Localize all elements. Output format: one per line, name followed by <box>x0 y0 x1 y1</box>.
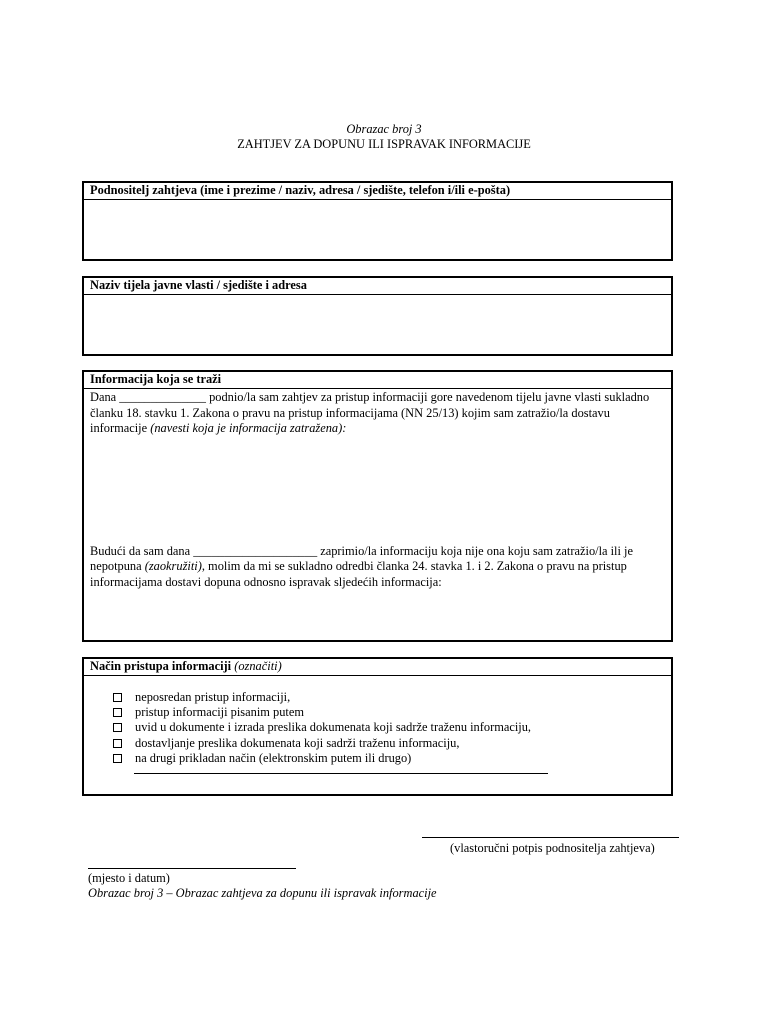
information-request-blank[interactable] <box>90 437 665 544</box>
information-paragraph-1-line-1: Dana ______________ podnio/la sam zahtjev za pristup informaciji gore navedenom tijelu javne vlasti sukladno <box>90 390 650 404</box>
access-option-label: neposredan pristup informaciji, <box>135 690 291 704</box>
checkbox-icon[interactable] <box>113 723 122 732</box>
information-paragraph-2-line-3: informacijama dostavi dopuna odnosno ispravak sljedećih informacija: <box>90 574 442 589</box>
information-paragraph-2-hint: (zaokružiti) <box>144 559 202 574</box>
access-section-label <box>84 659 671 676</box>
signature-line[interactable] <box>422 837 679 838</box>
access-option-5[interactable] <box>90 751 665 766</box>
applicant-section-label: Podnositelj zahtjeva (ime i prezime / naziv, adresa / sjedište, telefon i/ili e-pošta) <box>84 183 671 200</box>
form-caption: Obrazac broj 3 – Obrazac zahtjeva za dopunu ili ispravak informacije <box>88 886 437 900</box>
information-paragraph-2-text-a: nepotpuna <box>90 559 145 574</box>
other-method-input-line[interactable] <box>134 766 548 774</box>
access-option-1[interactable] <box>90 690 665 705</box>
authority-input-area[interactable] <box>84 295 671 357</box>
authority-section-label: Naziv tijela javne vlasti / sjedište i adresa <box>84 278 671 295</box>
access-options <box>84 676 671 775</box>
information-section <box>82 370 673 642</box>
form-number-subtitle: Obrazac broj 3 <box>346 122 422 136</box>
access-option-label: na drugi prikladan način (elektronskim putem ili drugo) <box>135 750 412 765</box>
access-option-3[interactable] <box>90 720 665 735</box>
checkbox-icon[interactable] <box>113 754 122 763</box>
access-option-label: pristup informaciji pisanim putem <box>135 705 304 720</box>
access-section <box>82 657 673 796</box>
access-option-label: dostavljanje preslika dokumenata koji sadrži traženu informaciju, <box>135 735 460 750</box>
access-option-label: uvid u dokumente i izrada preslika dokumenata koji sadrže traženu informaciju, <box>135 720 532 735</box>
checkbox-icon[interactable] <box>113 739 122 748</box>
information-section-label: Informacija koja se traži <box>84 372 671 389</box>
information-paragraph-1-hint: (navesti koja je informacija zatražena): <box>150 421 347 436</box>
checkbox-icon[interactable] <box>113 693 122 702</box>
access-option-2[interactable] <box>90 705 665 720</box>
signature-label: (vlastoručni potpis podnositelja zahtjeva) <box>450 841 655 855</box>
information-paragraph-1-line-2: članku 18. stavku 1. Zakona o pravu na pristup informacijama (NN 25/13) kojim sam zatražio/la dostavu <box>90 405 610 420</box>
information-request-text[interactable] <box>84 389 671 592</box>
applicant-input-area[interactable] <box>84 200 671 262</box>
information-paragraph-2-text-b: , molim da mi se sukladno odredbi članka 24. stavka 1. i 2. Zakona o pravu na pristup <box>201 559 627 574</box>
place-date-line[interactable] <box>88 868 296 869</box>
place-date-label: (mjesto i datum) <box>88 871 170 885</box>
access-label-text: Način pristupa informaciji <box>90 659 235 673</box>
access-label-hint: (označiti) <box>234 659 282 673</box>
applicant-section <box>82 181 673 261</box>
information-paragraph-2-line-2 <box>90 559 665 575</box>
checkbox-icon[interactable] <box>113 708 122 717</box>
information-paragraph-1-line-3 <box>90 421 665 437</box>
page-title: ZAHTJEV ZA DOPUNU ILI ISPRAVAK INFORMACIJE <box>237 137 531 151</box>
information-paragraph-1-text: informacije <box>90 421 151 436</box>
authority-section <box>82 276 673 356</box>
information-paragraph-2-line-1: Budući da sam dana ____________________ zaprimio/la informaciju koja nije ona koju sam zatražio/la ili je <box>90 543 633 558</box>
access-option-4[interactable] <box>90 736 665 751</box>
